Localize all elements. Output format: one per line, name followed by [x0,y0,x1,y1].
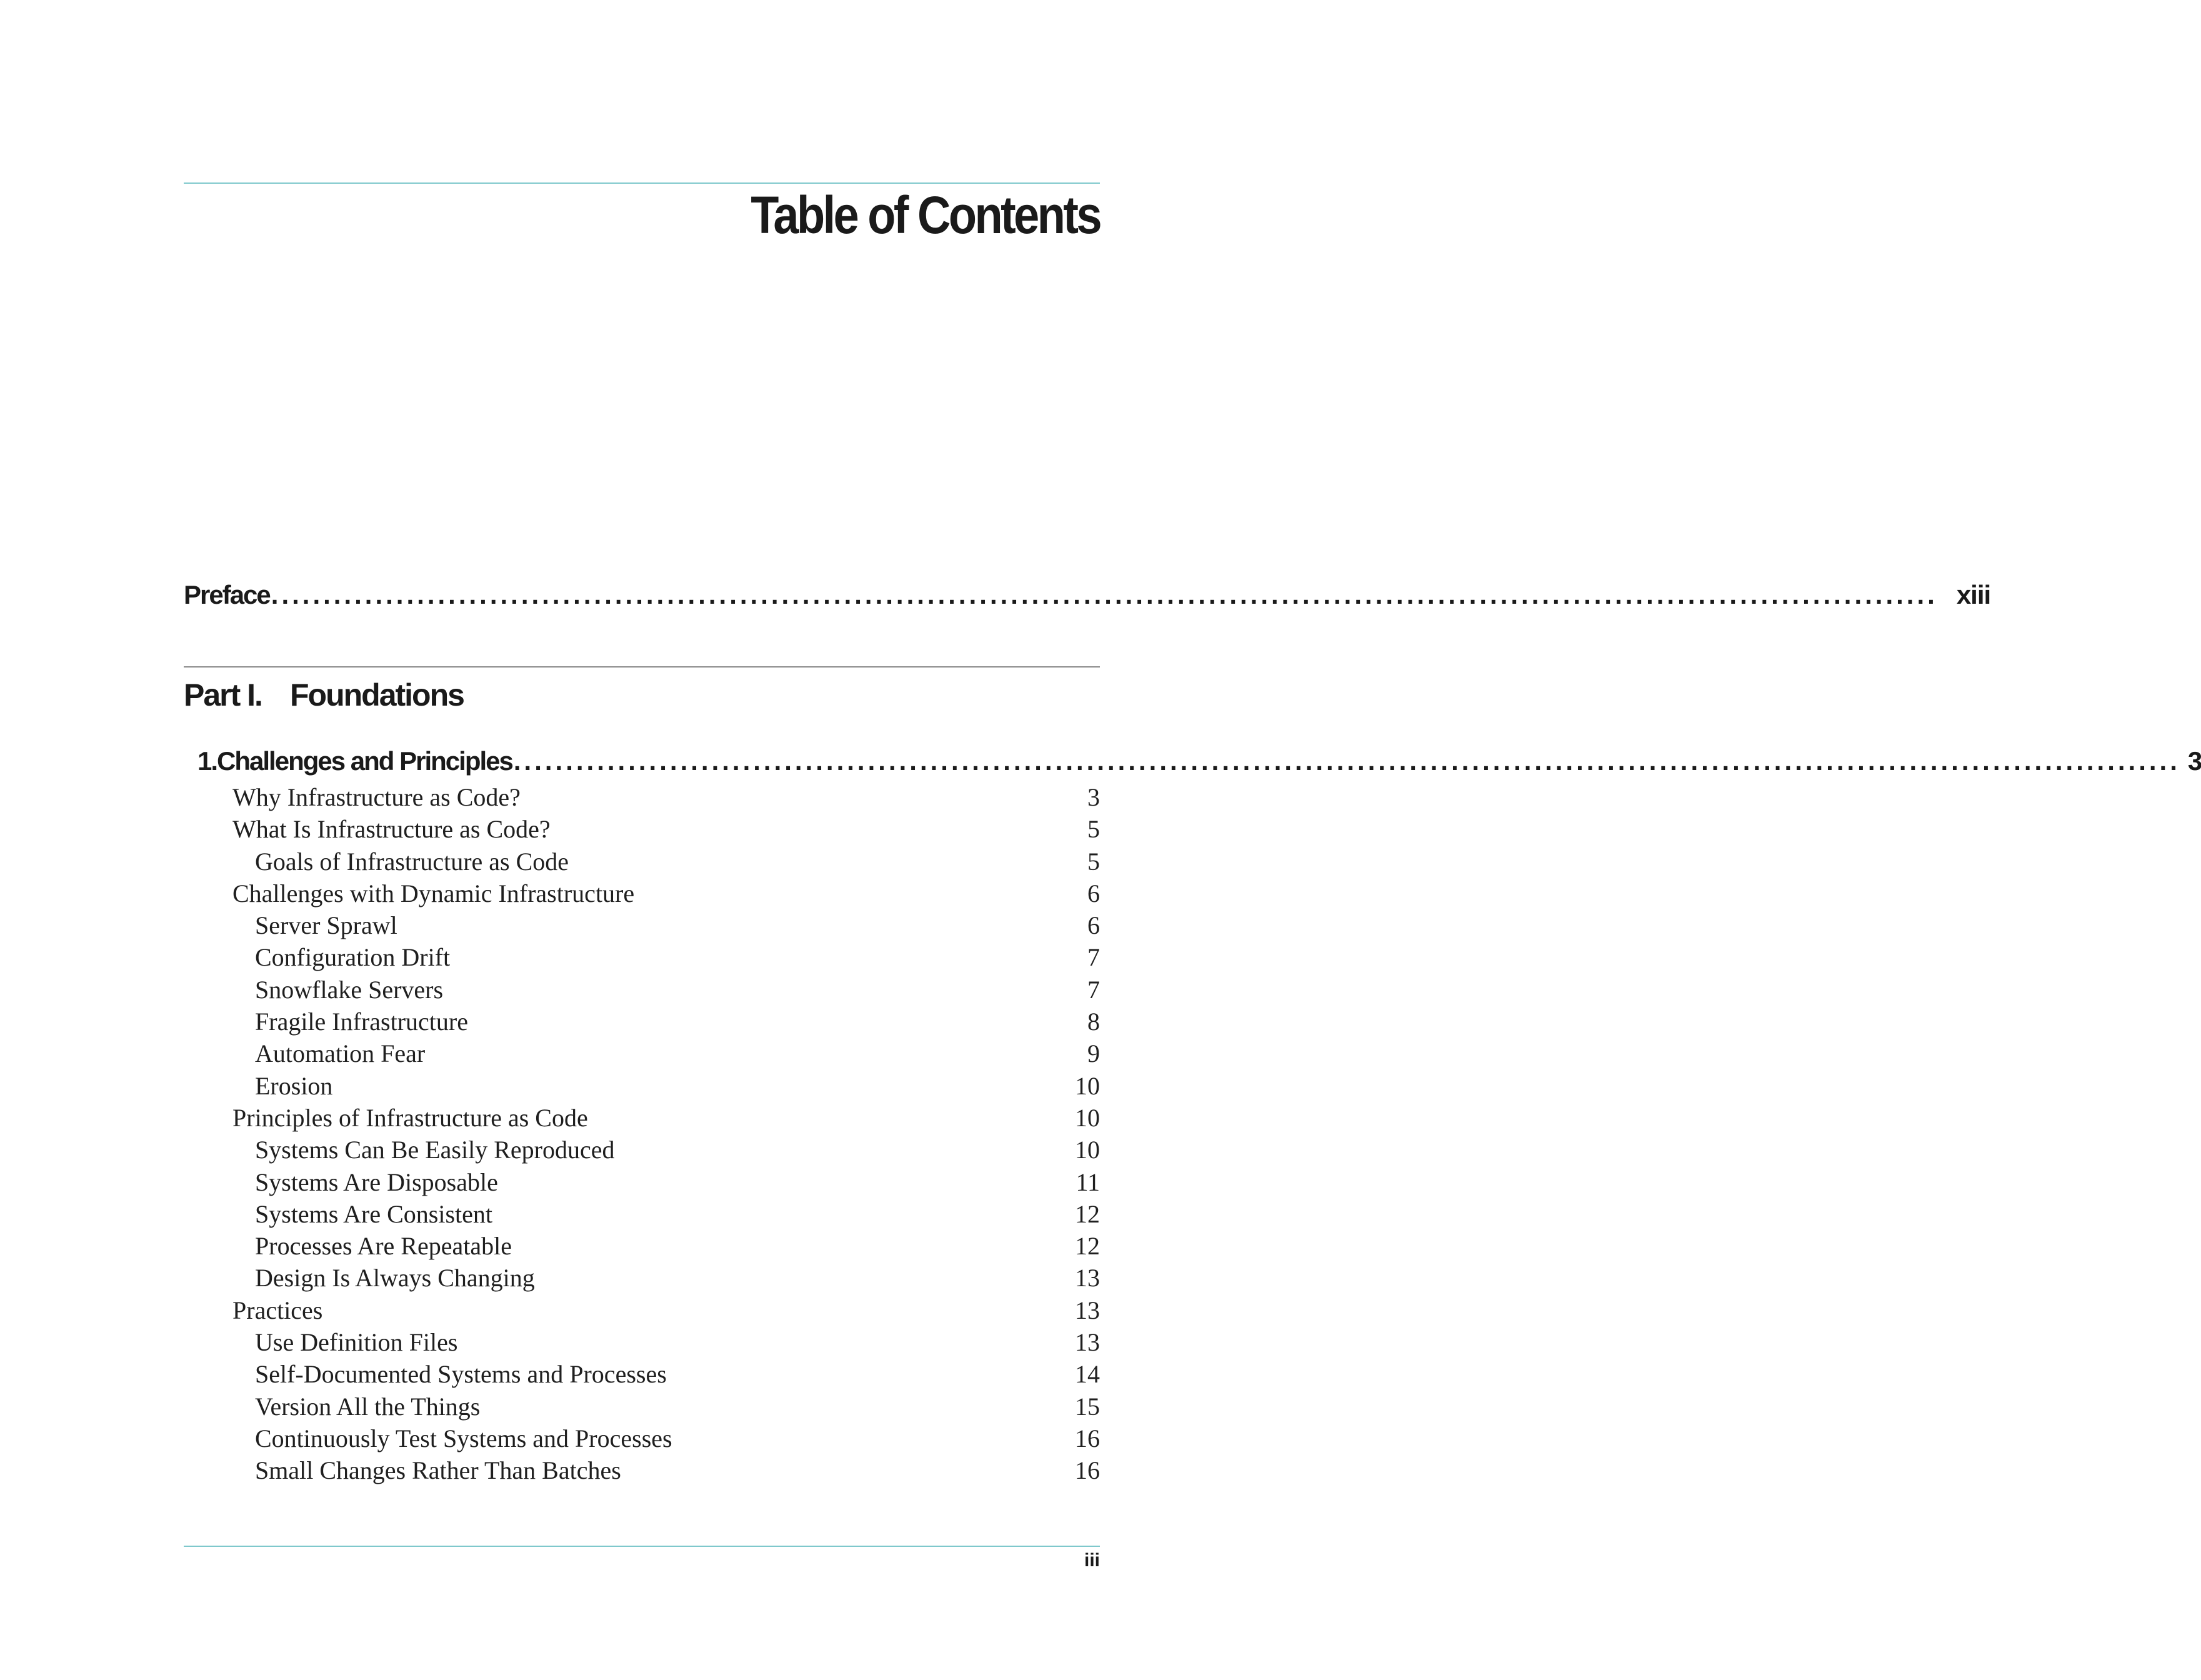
toc-entry[interactable] [232,1134,1100,1166]
toc-entry-title: Principles of Infrastructure as Code [232,1103,588,1132]
toc-entry-title: Continuously Test Systems and Processes [255,1424,672,1452]
toc-entry-title: Systems Are Disposable [255,1168,498,1196]
dot-leader: ................................................................................................................................................................ [513,746,2180,776]
toc-entry-title: Server Sprawl [255,911,397,940]
toc-entry-preface[interactable] [184,580,1991,610]
toc-entry-page: 12 [1075,1232,1100,1261]
toc-entry-title: Design Is Always Changing [255,1264,535,1292]
toc-entry-page: 6 [1087,879,1100,908]
part-divider [184,666,1100,668]
toc-entry[interactable] [232,1391,1100,1422]
toc-entry-title: Why Infrastructure as Code? [232,783,521,811]
toc-entry-page: 15 [1075,1392,1100,1421]
preface-page-number: xiii [1956,580,1991,609]
toc-entry-title: Goals of Infrastructure as Code [255,847,569,876]
toc-entry[interactable] [232,878,1100,909]
footer-rule [184,1546,1100,1547]
toc-entry-title: Practices [232,1296,323,1324]
toc-entry[interactable] [232,1070,1100,1102]
toc-entry-page: 10 [1075,1103,1100,1132]
toc-entry-page: 6 [1087,911,1100,940]
preface-label: Preface [184,580,270,609]
toc-entry-title: Fragile Infrastructure [255,1008,468,1036]
toc-entry-page: 12 [1075,1199,1100,1228]
toc-entry-page: 10 [1075,1071,1100,1100]
toc-entry-page: 10 [1075,1136,1100,1164]
toc-entry[interactable] [232,909,1100,941]
toc-entry-page: 5 [1087,847,1100,876]
chapter-title: Challenges and Principles [217,746,512,776]
toc-entry-chapter-1[interactable] [197,746,2201,776]
toc-entry-page: 13 [1075,1264,1100,1292]
toc-entry[interactable] [232,781,1100,813]
toc-entry[interactable] [232,1038,1100,1069]
toc-entry-page: 13 [1075,1296,1100,1324]
toc-entry-title: Small Changes Rather Than Batches [255,1456,621,1485]
toc-entry-title: Systems Can Be Easily Reproduced [255,1136,615,1164]
toc-entry-page: 7 [1087,975,1100,1004]
part-title: Foundations [290,678,464,712]
toc-entry-page: 11 [1076,1168,1100,1196]
toc-entry-title: What Is Infrastructure as Code? [232,815,551,844]
top-rule [184,182,1100,184]
toc-entry-list [232,781,1100,1487]
toc-entry[interactable] [232,1166,1100,1198]
toc-entry-page: 7 [1087,943,1100,972]
toc-entry[interactable] [232,1198,1100,1230]
toc-entry-page: 3 [1087,783,1100,811]
footer-page-number: iii [1084,1550,1100,1571]
chapter-page-number: 3 [2187,746,2201,776]
toc-entry[interactable] [232,1262,1100,1294]
toc-entry-page: 16 [1075,1424,1100,1452]
toc-entry-title: Version All the Things [255,1392,481,1421]
toc-entry-title: Automation Fear [255,1039,426,1068]
part-heading[interactable] [184,677,464,713]
toc-entry[interactable] [232,1102,1100,1134]
toc-entry[interactable] [232,1326,1100,1358]
toc-entry[interactable] [232,813,1100,845]
toc-entry[interactable] [232,846,1100,878]
toc-entry-page: 16 [1075,1456,1100,1485]
toc-entry[interactable] [232,1230,1100,1262]
toc-entry-title: Configuration Drift [255,943,451,972]
toc-entry-title: Self-Documented Systems and Processes [255,1360,667,1389]
dot-leader: ................................................................................................................................................................ [271,580,1938,609]
toc-entry-title: Erosion [255,1071,333,1100]
toc-entry-title: Use Definition Files [255,1328,458,1357]
toc-entry-title: Processes Are Repeatable [255,1232,512,1261]
toc-entry-page: 5 [1087,815,1100,844]
toc-entry[interactable] [232,1422,1100,1454]
toc-entry-page: 8 [1087,1008,1100,1036]
page-title: Table of Contents [751,186,1100,244]
toc-entry-title: Snowflake Servers [255,975,444,1004]
toc-entry-page: 14 [1075,1360,1100,1389]
toc-entry-title: Challenges with Dynamic Infrastructure [232,879,635,908]
toc-entry[interactable] [232,974,1100,1006]
chapter-number: 1. [197,746,217,776]
toc-entry[interactable] [232,1006,1100,1038]
toc-entry[interactable] [232,941,1100,973]
part-label: Part I. [184,678,262,712]
toc-entry-title: Systems Are Consistent [255,1199,493,1228]
toc-entry[interactable] [232,1294,1100,1326]
toc-entry[interactable] [232,1454,1100,1486]
toc-entry[interactable] [232,1358,1100,1390]
toc-entry-page: 13 [1075,1328,1100,1357]
toc-entry-page: 9 [1087,1039,1100,1068]
